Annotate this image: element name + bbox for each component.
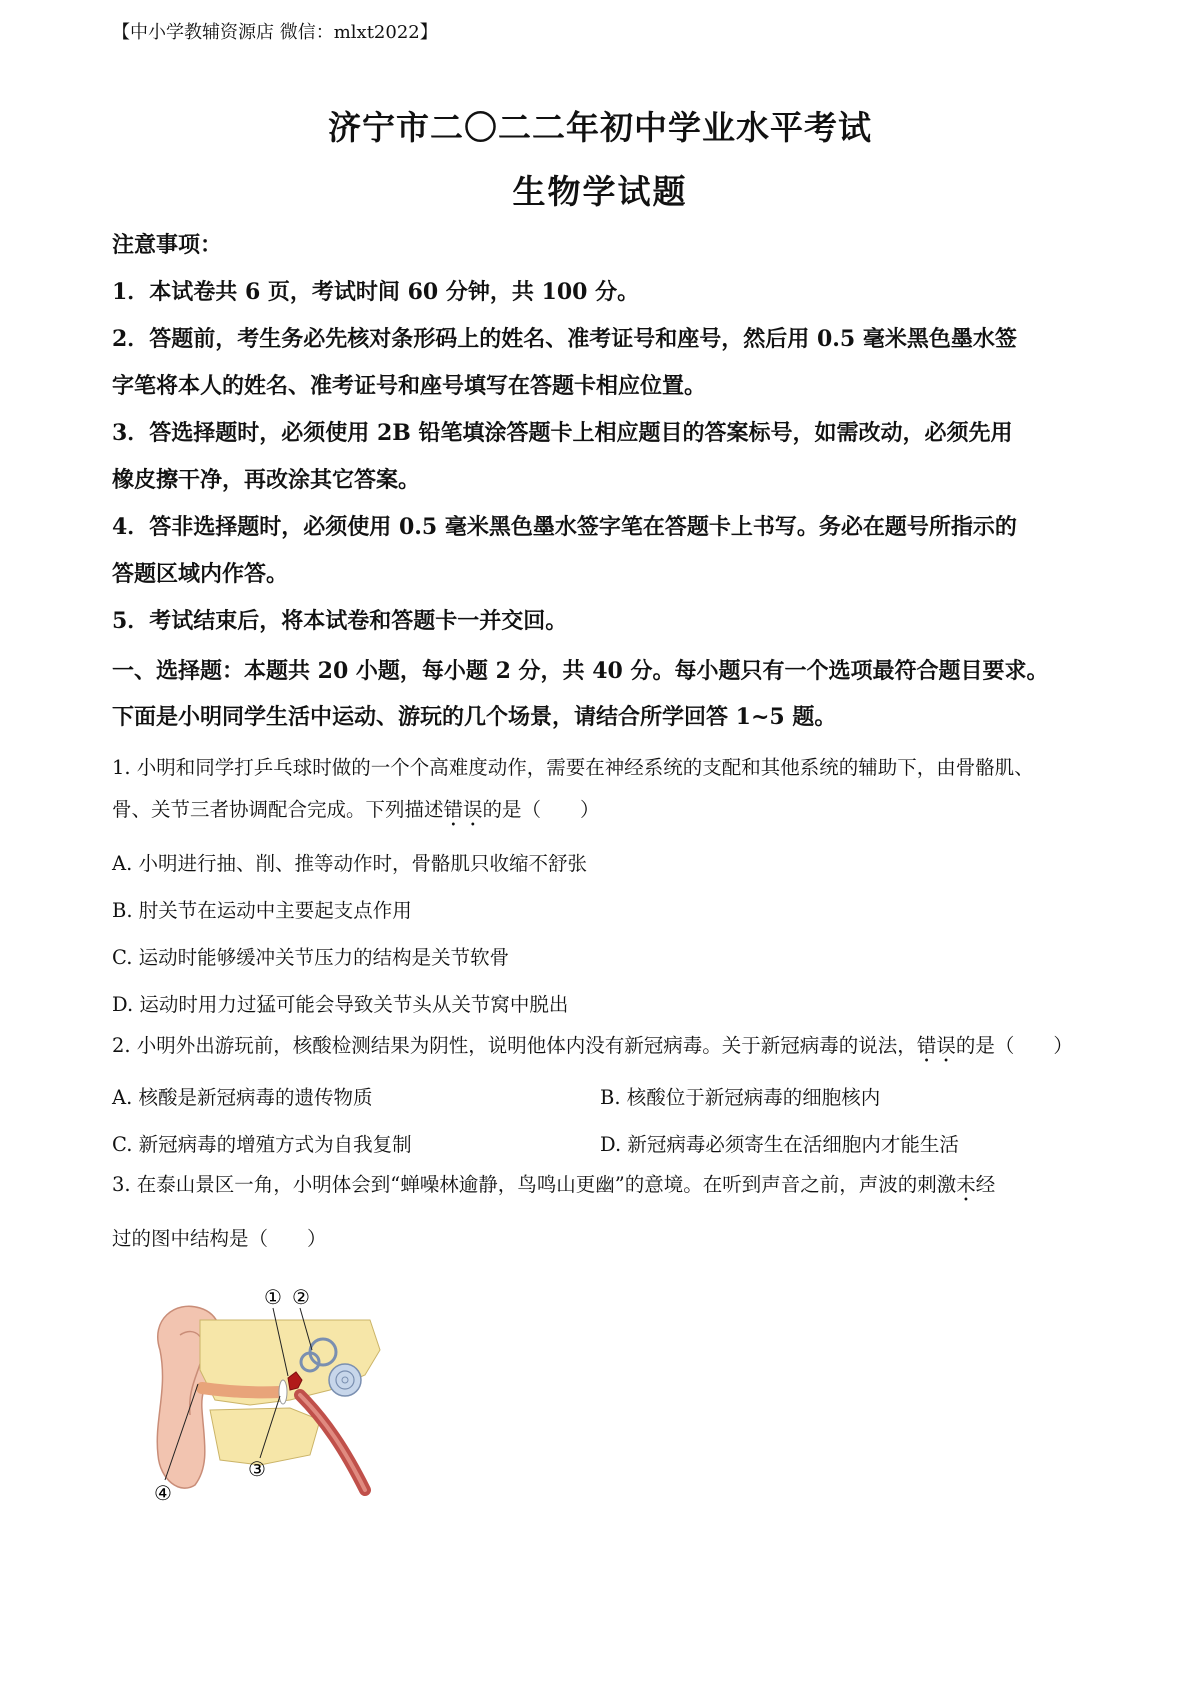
notice-block	[112, 222, 1102, 645]
cochlea	[329, 1364, 361, 1396]
emphasis-char: 错	[443, 798, 464, 821]
diagram-label: ④	[154, 1481, 172, 1505]
text-run: 2. 小明外出游玩前，核酸检测结果为阴性，说明他体内没有新冠病毒。关于新冠病毒的说法，	[112, 1034, 917, 1057]
notice-line: 橡皮擦干净，再改涂其它答案。	[112, 467, 421, 493]
text-run: 3. 在泰山景区一角，小明体会到“蝉噪林逾静，鸟鸣山更幽”的意境。在听到声音之前，声波的刺激	[112, 1173, 957, 1196]
diagram-label: ③	[248, 1457, 266, 1481]
option-a: A. 核酸是新冠病毒的遗传物质	[112, 1086, 373, 1109]
text-run: 骨、关节三者协调配合完成。下列描述	[112, 798, 444, 821]
notice-line: 2．答题前，考生务必先核对条形码上的姓名、准考证号和座号，然后用 0.5 毫米黑色墨水签	[112, 326, 1017, 352]
option-c: C. 新冠病毒的增殖方式为自我复制	[112, 1133, 412, 1156]
option-d: D. 运动时用力过猛可能会导致关节头从关节窝中脱出	[112, 993, 569, 1016]
emphasis-char: 误	[936, 1034, 956, 1057]
option-b: B. 核酸位于新冠病毒的细胞核内	[600, 1086, 881, 1109]
question-3	[112, 1164, 1102, 1260]
emphasis-char: 误	[463, 798, 483, 821]
exam-subtitle: 生物学试题	[512, 172, 688, 211]
eardrum	[279, 1380, 287, 1404]
question-3-line: 过的图中结构是（ ）	[112, 1227, 327, 1250]
option-b: B. 肘关节在运动中主要起支点作用	[112, 899, 412, 922]
question-1-line	[112, 789, 1102, 831]
notice-line: 4．答非选择题时，必须使用 0.5 毫米黑色墨水签字笔在答题卡上书写。务必在题号所指示的	[112, 514, 1017, 540]
notice-line: 5．考试结束后，将本试卷和答题卡一并交回。	[112, 608, 568, 634]
ear-structure-diagram	[140, 1280, 430, 1510]
option-a: A. 小明进行抽、削、推等动作时，骨骼肌只收缩不舒张	[112, 852, 587, 875]
notice-line: 1．本试卷共 6 页，考试时间 60 分钟，共 100 分。	[112, 279, 640, 305]
section-heading	[112, 648, 1112, 740]
section-line: 一、选择题：本题共 20 小题，每小题 2 分，共 40 分。每小题只有一个选项最符合题目要求。	[112, 658, 1049, 684]
header-note: 【中小学教辅资源店 微信：mlxt2022】	[112, 22, 438, 43]
question-2	[112, 1025, 1102, 1067]
question-2-line	[112, 1025, 1102, 1067]
text-run: 的是（ ）	[482, 798, 600, 821]
question-3-line	[112, 1164, 1102, 1206]
diagram-label: ①	[264, 1285, 282, 1309]
emphasis-char: 错	[916, 1034, 937, 1057]
notice-line: 3．答选择题时，必须使用 2B 铅笔填涂答题卡上相应题目的答案标号，如需改动，必须先用	[112, 420, 1013, 446]
notice-heading: 注意事项：	[112, 232, 223, 258]
question-1	[112, 747, 1102, 831]
text-run: 经	[975, 1173, 996, 1196]
text-run: 的是（ ）	[955, 1034, 1073, 1057]
option-c: C. 运动时能够缓冲关节压力的结构是关节软骨	[112, 946, 510, 969]
emphasis-char: 未	[956, 1173, 976, 1196]
diagram-label: ②	[292, 1285, 310, 1309]
exam-title: 济宁市二〇二二年初中学业水平考试	[328, 108, 872, 147]
notice-line: 答题区域内作答。	[112, 561, 289, 587]
question-1-line: 1. 小明和同学打乒乓球时做的一个个高难度动作，需要在神经系统的支配和其他系统的辅助下，由骨骼肌、	[112, 756, 1034, 779]
ear-canal	[202, 1388, 280, 1392]
section-line: 下面是小明同学生活中运动、游玩的几个场景，请结合所学回答 1~5 题。	[112, 704, 837, 730]
notice-line: 字笔将本人的姓名、准考证号和座号填写在答题卡相应位置。	[112, 373, 707, 399]
option-d: D. 新冠病毒必须寄生在活细胞内才能生活	[600, 1133, 959, 1156]
